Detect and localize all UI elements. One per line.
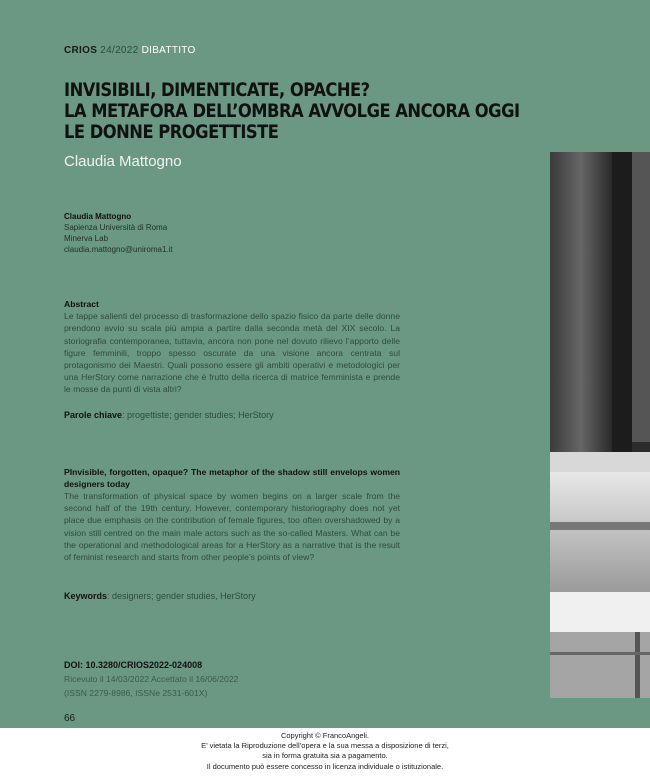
issue-number: 24/2022: [100, 45, 139, 56]
keywords-english: [64, 591, 256, 601]
author-affiliation: [64, 211, 173, 255]
received-accepted: Ricevuto il 14/03/2022 Accettato il 16/06/2022: [64, 674, 239, 684]
title-line: INVISIBILI, DIMENTICATE, OPACHE?: [64, 79, 370, 101]
section-name: DIBATTITO: [141, 45, 196, 56]
keywords-text: : designers; gender studies, HerStory: [107, 591, 256, 601]
footer-line: sia in forma gratuita sia a pagamento.: [262, 751, 388, 761]
footer-line: E’ vietata la Riproduzione dell’opera e la sua messa a disposizione di terzi,: [201, 741, 449, 751]
journal-name: CRIOS: [64, 45, 98, 56]
page-number: 66: [64, 713, 76, 724]
affiliation-lab: Minerva Lab: [64, 234, 109, 243]
title-line: LA METAFORA DELL’OMBRA AVVOLGE ANCORA OGGI: [64, 100, 520, 122]
photo-illustration: [550, 152, 650, 698]
english-title: PInvisible, forgotten, opaque? The metaphor of the shadow still envelops women designers today: [64, 467, 400, 489]
abstract-section: [64, 298, 400, 396]
title-line: LE DONNE PROGETTISTE: [64, 121, 279, 143]
english-abstract-section: [64, 466, 400, 563]
article-title: [64, 79, 520, 143]
footer-line: Il documento può essere concesso in licenza individuale o istituzionale.: [206, 761, 444, 771]
publication-dates: [64, 673, 238, 700]
affiliation-name: Claudia Mattogno: [64, 212, 132, 221]
keywords-label: Parole chiave: [64, 410, 123, 420]
abstract-text: Le tappe salienti del processo di trasformazione dello spazio fisico da parte delle donne prendono avvio su scala più ampia a partire dalla seconda metà del XIX secolo. La storiografia contemporanea, tuttavia, ancora non pone nel dovuto rilievo l’apporto delle figure femminili, troppo spesso oscurate da una visione ancora centrata sul protagonismo dei Maestri. Quali possono essere gli ambiti operativi e metodologici per una HerStory come narrazione che è frutto della ricerca di matrice femminista e prende le mosse da punti di vista altri?: [64, 311, 400, 395]
doi[interactable]: DOI: 10.3280/CRIOS2022-024008: [64, 660, 203, 670]
author-email[interactable]: claudia.mattogno@uniroma1.it: [64, 245, 173, 254]
keywords-label: Keywords: [64, 591, 108, 601]
abstract-heading: Abstract: [64, 299, 99, 309]
keywords-italian: [64, 410, 274, 420]
copyright-footer: [0, 731, 650, 772]
running-header: [64, 45, 196, 56]
english-abstract-text: The transformation of physical space by women begins on a larger scale from the second half of the 19th century. However, contemporary historiography does not yet place due emphasis on the contribution of female figures, too often overshadowed by a vision still centred on the main male actors such as the so-called Masters. What can be the operational and methodological areas for a HerStory as a narrative that is the result of feminist research and starts from other people’s points of view?: [64, 491, 400, 563]
affiliation-university: Sapienza Università di Roma: [64, 223, 168, 232]
keywords-text: : progettiste; gender studies; HerStory: [122, 410, 274, 420]
architecture-photo: [550, 152, 650, 698]
article-author: Claudia Mattogno: [64, 153, 182, 170]
footer-line: Copyright © FrancoAngeli.: [280, 731, 370, 740]
issn: (ISSN 2279-8986, ISSNe 2531-601X): [64, 687, 208, 698]
